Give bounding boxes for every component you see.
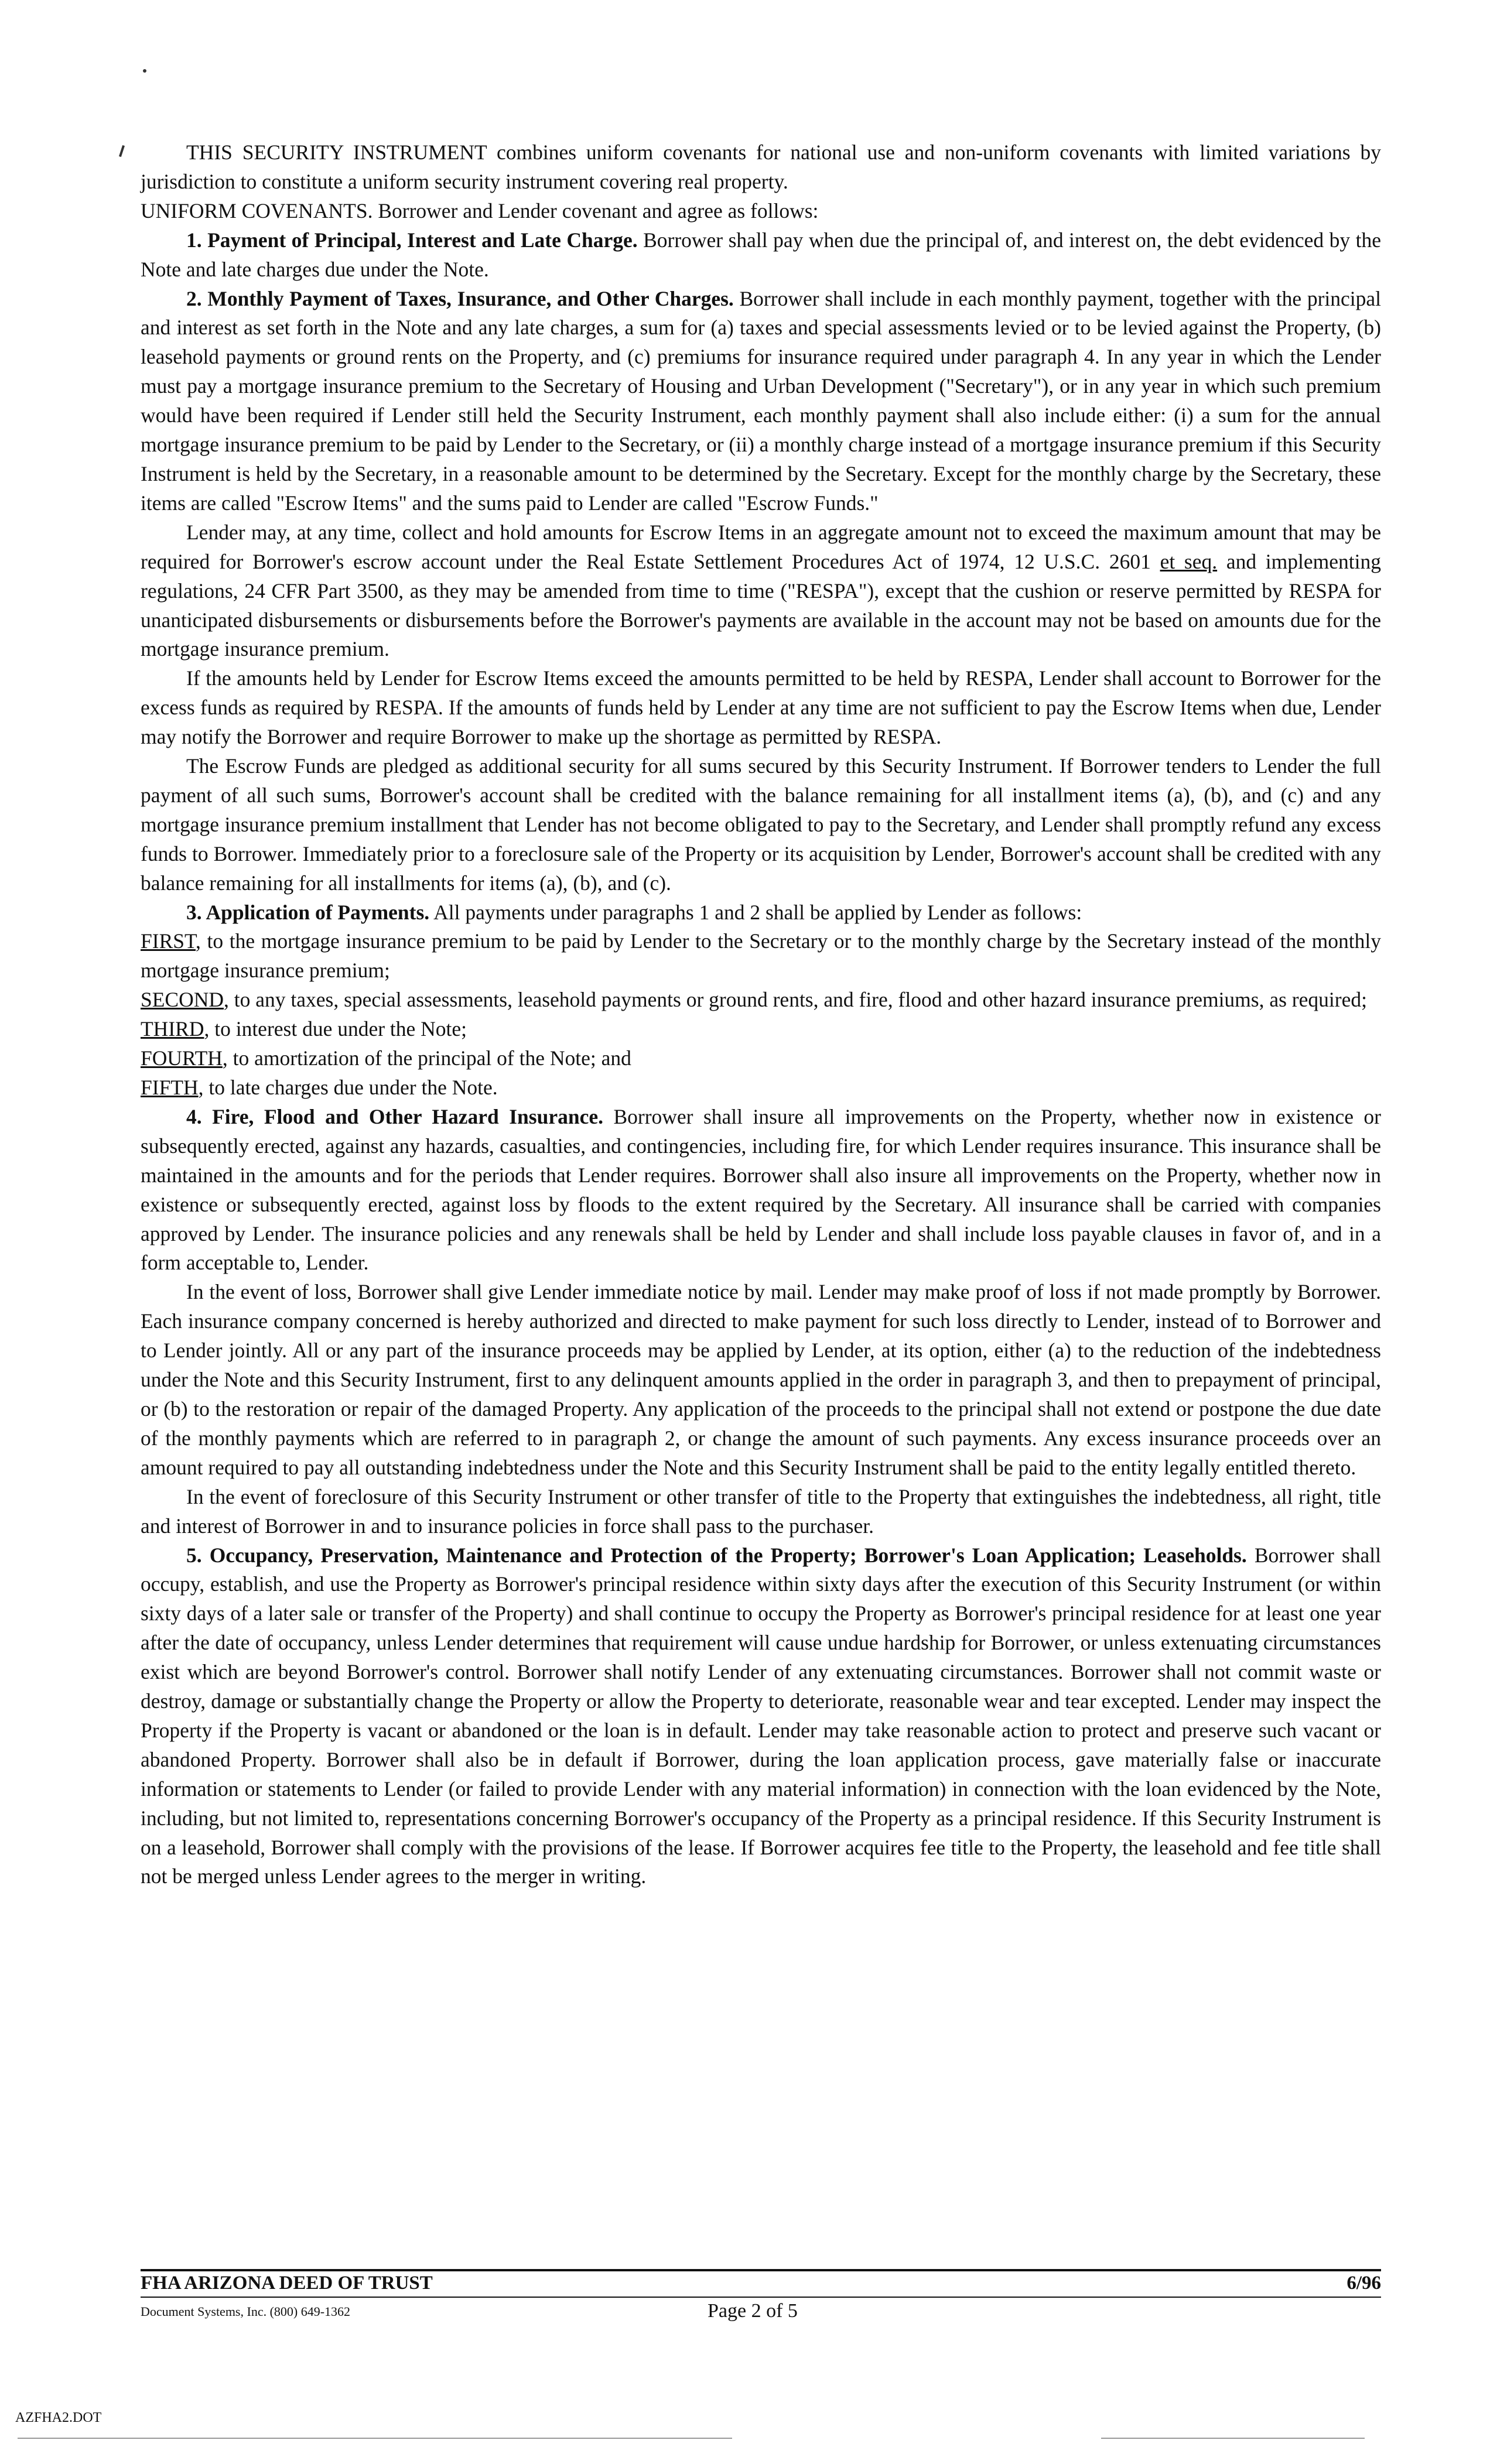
section-3-fifth-label: FIFTH: [141, 1076, 199, 1099]
section-3-first: [141, 927, 1381, 985]
section-5-heading: 5. Occupancy, Preservation, Maintenance and Protection of the Property; Borrower's Loan Application; Leaseholds.: [186, 1543, 1247, 1567]
section-3-text: All payments under paragraphs 1 and 2 shall be applied by Lender as follows:: [429, 900, 1082, 924]
section-3-first-label: FIRST: [141, 929, 196, 953]
document-code: AZFHA2.DOT: [15, 2410, 102, 2425]
section-2-paragraph-2: [141, 518, 1381, 665]
section-3-second: [141, 985, 1381, 1015]
section-3-fourth: [141, 1044, 1381, 1073]
section-3-heading: 3. Application of Payments.: [186, 900, 430, 924]
footer-rule-bottom: [141, 2297, 1381, 2298]
footer-company-info: Document Systems, Inc. (800) 649-1362: [141, 2304, 351, 2319]
section-4-paragraph-2: [141, 1278, 1381, 1482]
stray-tick-mark: [119, 145, 125, 157]
section-3-second-label: SECOND: [141, 988, 224, 1012]
section-3-fifth-text: , to late charges due under the Note.: [198, 1076, 498, 1099]
section-1-heading: 1. Payment of Principal, Interest and Late Charge.: [186, 228, 638, 252]
section-2-paragraph: [141, 285, 1381, 518]
bottom-scan-line-right: [1101, 2438, 1365, 2439]
section-3-paragraph: [141, 898, 1381, 928]
section-1-text: Borrower shall pay when due the principal of, and interest on, the debt evidenced by the Note and late charges due under the Note.: [141, 228, 1381, 281]
section-2-et-seq: et seq.: [1160, 549, 1218, 573]
document-body: [141, 138, 1381, 1891]
section-3-fifth: [141, 1073, 1381, 1103]
section-3-third-label: THIRD: [141, 1017, 204, 1041]
intro-paragraph: [141, 138, 1381, 197]
section-3-third: [141, 1015, 1381, 1044]
bottom-scan-line-left: [18, 2438, 732, 2439]
section-5-paragraph: [141, 1541, 1381, 1892]
section-3-fourth-text: , to amortization of the principal of the Note; and: [222, 1046, 631, 1070]
section-4-p3-text: In the event of foreclosure of this Security Instrument or other transfer of title to the Property that extinguishes the indebtedness, all right, title and interest of Borrower in and to insurance policies in force shall pass to the purchaser.: [141, 1484, 1381, 1538]
section-3-fourth-label: FOURTH: [141, 1046, 223, 1070]
section-2-paragraph-4: [141, 752, 1381, 898]
section-3-second-text: , to any taxes, special assessments, leasehold payments or ground rents, and fire, flood and other hazard insurance premiums, as required;: [224, 988, 1367, 1012]
section-4-heading: 4. Fire, Flood and Other Hazard Insurance.: [186, 1104, 603, 1128]
section-2-text: Borrower shall include in each monthly payment, together with the principal and interest as set forth in the Note and any late charges, a sum for (a) taxes and special assessments levied or to be levied against the Property, (b) leasehold payments or ground rents on the Property, and (c) premiums for insurance required under paragraph 4. In any year in which the Lender must pay a mortgage insurance premium to the Secretary of Housing and Urban Development ("Secretary"), or in any year in which such premium would have been required if Lender still held the Security Instrument, each monthly payment shall also include either: (i) a sum for the annual mortgage insurance premium to be paid by Lender to the Secretary, or (ii) a monthly charge instead of a mortgage insurance premium if this Security Instrument is held by the Secretary, in a reasonable amount to be determined by the Secretary. Except for the monthly charge by the Secretary, these items are called "Escrow Items" and the sums paid to Lender are called "Escrow Funds.": [141, 286, 1381, 515]
section-4-text: Borrower shall insure all improvements on the Property, whether now in existence or subsequently erected, against any hazards, casualties, and contingencies, including fire, for which Lender requires insurance. This insurance shall be maintained in the amounts and for the periods that Lender requires. Borrower shall also insure all improvements on the Property, whether now in existence or subsequently erected, against loss by floods to the extent required by the Secretary. All insurance shall be carried with companies approved by Lender. The insurance policies and any renewals shall be held by Lender and shall include loss payable clauses in favor of, and in a form acceptable to, Lender.: [141, 1104, 1381, 1275]
section-1-paragraph: [141, 226, 1381, 285]
section-4-paragraph: [141, 1103, 1381, 1278]
section-2-heading: 2. Monthly Payment of Taxes, Insurance, and Other Charges.: [186, 286, 734, 310]
section-3-third-text: , to interest due under the Note;: [204, 1017, 467, 1041]
section-5-text: Borrower shall occupy, establish, and use the Property as Borrower's principal residence within sixty days after the execution of this Security Instrument (or within sixty days of a later sale or transfer of the Property) and shall continue to occupy the Property as Borrower's principal residence for at least one year after the date of occupancy, unless Lender determines that requirement will cause undue hardship for Borrower, or unless extenuating circumstances exist which are beyond Borrower's control. Borrower shall notify Lender of any extenuating circumstances. Borrower shall not commit waste or destroy, damage or substantially change the Property or allow the Property to deteriorate, reasonable wear and tear excepted. Lender may inspect the Property if the Property is vacant or abandoned or the loan is in default. Lender may take reasonable action to protect and preserve such vacant or abandoned Property. Borrower shall also be in default if Borrower, during the loan application process, gave materially false or inaccurate information or statements to Lender (or failed to provide Lender with any material information) in connection with the loan evidenced by the Note, including, but not limited to, representations concerning Borrower's occupancy of the Property as a principal residence. If this Security Instrument is on a leasehold, Borrower shall comply with the provisions of the lease. If Borrower acquires fee title to the Property, the leasehold and fee title shall not be merged unless Lender agrees to the merger in writing.: [141, 1543, 1381, 1888]
footer-rule-top: [141, 2269, 1381, 2271]
section-2-p3-text: If the amounts held by Lender for Escrow Items exceed the amounts permitted to be held by RESPA, Lender shall account to Borrower for the excess funds as required by RESPA. If the amounts of funds held by Lender at any time are not sufficient to pay the Escrow Items when due, Lender may notify the Borrower and require Borrower to make up the shortage as permitted by RESPA.: [141, 666, 1381, 749]
section-2-p2-text-b: and implementing regulations, 24 CFR Part 3500, as they may be amended from time to time ("RESPA"), except that the cushion or reserve permitted by RESPA for unanticipated disbursements or disbursements before the Borrower's payments are available in the account may not be based on amounts due for the mortgage insurance premium.: [141, 549, 1381, 661]
section-3-first-text: , to the mortgage insurance premium to be paid by Lender to the Secretary or to the monthly charge by the Secretary instead of the monthly mortgage insurance premium;: [141, 929, 1381, 983]
page-number: Page 2 of 5: [708, 2300, 798, 2322]
uniform-covenants-text: UNIFORM COVENANTS. Borrower and Lender covenant and agree as follows:: [141, 199, 819, 223]
section-4-p2-text: In the event of loss, Borrower shall give Lender immediate notice by mail. Lender may make proof of loss if not made promptly by Borrower. Each insurance company concerned is hereby authorized and directed to make payment for such loss directly to Lender, instead of to Borrower and to Lender jointly. All or any part of the insurance proceeds may be applied by Lender, at its option, either (a) to the reduction of the indebtedness under the Note and this Security Instrument, first to any delinquent amounts applied in the order in paragraph 3, and then to prepayment of principal, or (b) to the restoration or repair of the damaged Property. Any application of the proceeds to the principal shall not extend or postpone the due date of the monthly payments which are referred to in paragraph 2, or change the amount of such payments. Any excess insurance proceeds over an amount required to pay all outstanding indebtedness under the Note and this Security Instrument shall be paid to the entity legally entitled thereto.: [141, 1280, 1381, 1479]
stray-dot-mark: [143, 69, 146, 73]
uniform-covenants-paragraph: [141, 197, 1381, 226]
section-2-p2-text-a: Lender may, at any time, collect and hold amounts for Escrow Items in an aggregate amount not to exceed the maximum amount that may be required for Borrower's escrow account under the Real Estate Settlement Procedures Act of 1974, 12 U.S.C. 2601: [141, 520, 1381, 573]
footer-document-title: FHA ARIZONA DEED OF TRUST: [141, 2273, 433, 2294]
intro-text: THIS SECURITY INSTRUMENT combines uniform covenants for national use and non-uniform covenants with limited variations by jurisdiction to constitute a uniform security instrument covering real property.: [141, 141, 1381, 193]
footer-date-code: 6/96: [1347, 2273, 1381, 2294]
section-2-p4-text: The Escrow Funds are pledged as additional security for all sums secured by this Security Instrument. If Borrower tenders to Lender the full payment of all such sums, Borrower's account shall be credited with the balance remaining for all installment items (a), (b), and (c) and any mortgage insurance premium installment that Lender has not become obligated to pay to the Secretary, and Lender shall promptly refund any excess funds to Borrower. Immediately prior to a foreclosure sale of the Property or its acquisition by Lender, Borrower's account shall be credited with any balance remaining for all installments for items (a), (b), and (c).: [141, 754, 1381, 895]
section-4-paragraph-3: [141, 1483, 1381, 1541]
section-2-paragraph-3: [141, 664, 1381, 752]
